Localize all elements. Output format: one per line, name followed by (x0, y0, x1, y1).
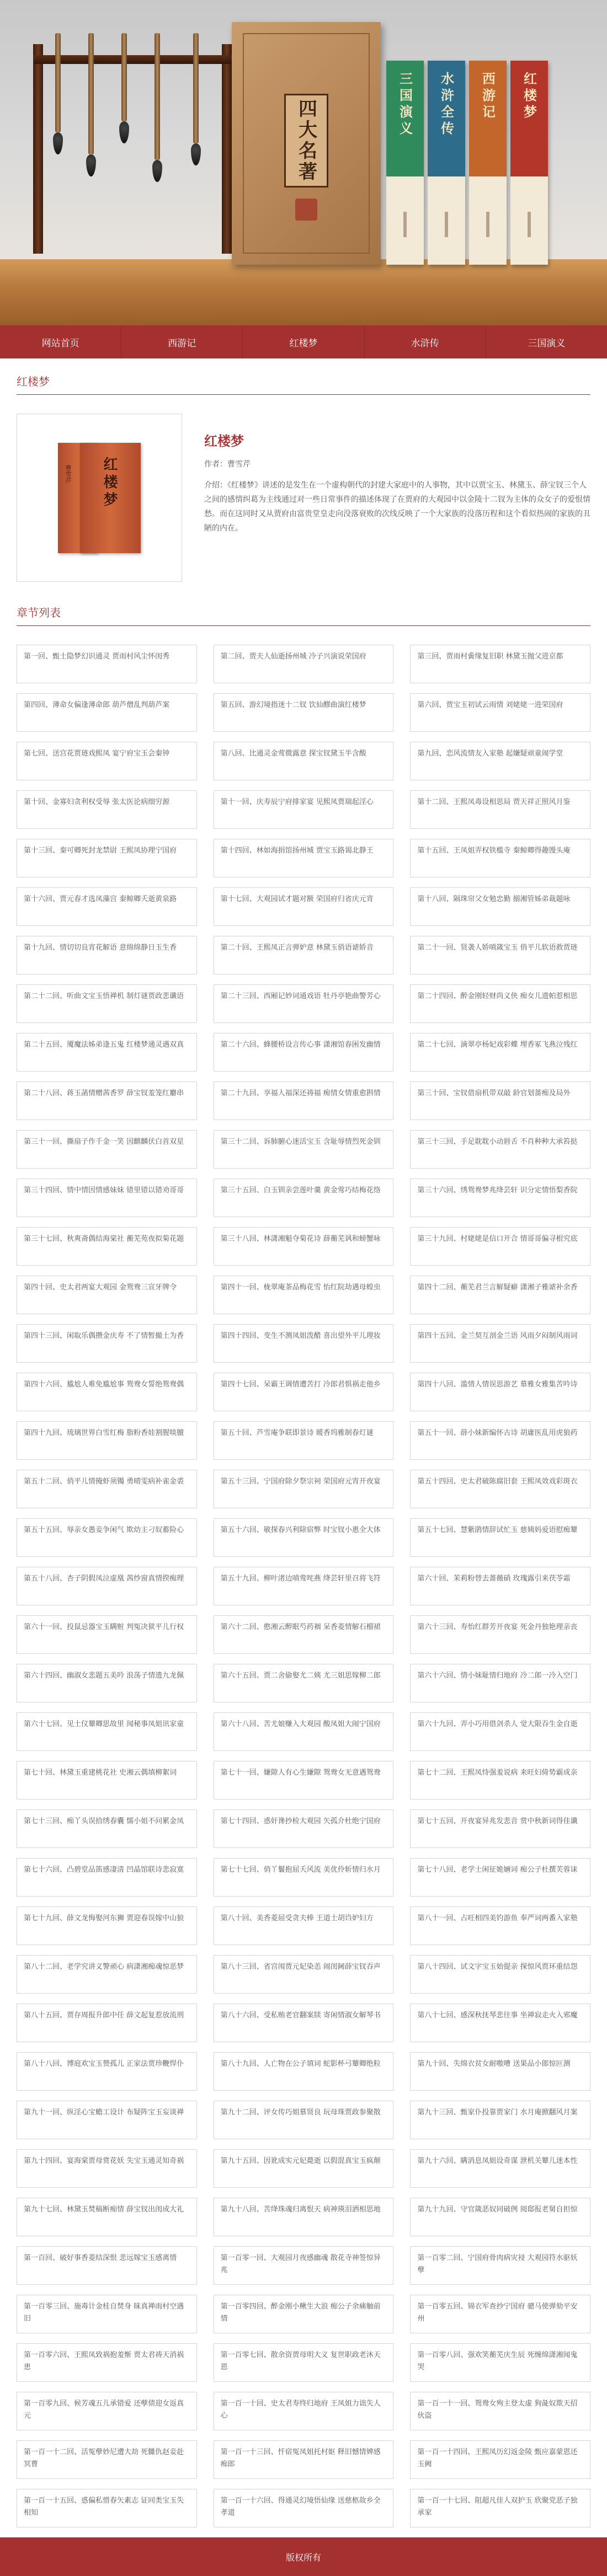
book-intro (17, 414, 590, 582)
chapter-link[interactable]: 第八十二回、老学究讲义警顽心 病潇湘痴魂惊恶梦 (17, 1955, 197, 1994)
chapter-link[interactable]: 第十三回、秦可卿死封龙禁尉 王熙凤协理宁国府 (17, 839, 197, 877)
chapter-link[interactable]: 第六十七回、见土仪颦卿思故里 闻秘事凤姐讯家童 (17, 1712, 197, 1751)
chapter-link[interactable]: 第九十二回、评女传巧姐慕贤良 玩母珠贾政参聚散 (214, 2101, 394, 2139)
chapter-link[interactable]: 第二十二回、听曲文宝玉悟禅机 制灯谜贾政悲谶语 (17, 984, 197, 1023)
chapter-link[interactable]: 第一百一十二回、活冤孽妙尼遭大劫 死雠仇赵妾赴冥曹 (17, 2440, 197, 2479)
chapter-link[interactable]: 第六十八回、苦尤娘赚入大观园 酸凤姐大闹宁国府 (214, 1712, 394, 1751)
chapter-link[interactable]: 第六十三回、寿怡红群芳开夜宴 死金丹独艳理亲丧 (410, 1615, 590, 1654)
chapter-link[interactable]: 第九回、恋风流情友入家塾 起嫌疑顽童闹学堂 (410, 742, 590, 780)
cover-image (58, 443, 141, 553)
chapter-link[interactable]: 第四十七回、呆霸王调情遭苦打 冷郎君惧祸走他乡 (214, 1373, 394, 1411)
chapter-link[interactable]: 第一百一十五回、惑偏私惜春矢素志 证同类宝玉失相知 (17, 2489, 197, 2527)
chapter-link[interactable]: 第六十一回、投鼠忌器宝玉瞒赃 判冤决狱平儿行权 (17, 1615, 197, 1654)
chapter-link[interactable]: 第五十七回、慧紫鹃情辞试忙玉 慈姨妈爱语慰痴颦 (410, 1518, 590, 1557)
chapter-link[interactable]: 第一百零九回、候芳魂五儿承错爱 还孽债迎女返真元 (17, 2392, 197, 2430)
chapter-link[interactable]: 第八十六回、受私贿老官翻案牍 寄闲情淑女解琴书 (214, 2004, 394, 2042)
nav-hongloumeng[interactable]: 红楼梦 (243, 325, 364, 358)
chapter-link[interactable]: 第七十七回、俏丫鬟抱屈夭风流 美优伶斩情归水月 (214, 1858, 394, 1897)
book-box-image (232, 22, 381, 265)
book-section-title: 红楼梦 (17, 373, 590, 395)
book-cover[interactable] (17, 414, 182, 582)
book-spine (510, 61, 548, 265)
chapter-link[interactable]: 第五十六回、敏探春兴利除宿弊 时宝钗小惠全大体 (214, 1518, 394, 1557)
cover-title: 红楼梦 (101, 456, 118, 510)
nav-sanguoyanyi[interactable]: 三国演义 (528, 338, 566, 349)
chapter-link[interactable]: 第十六回、贾元春才选凤藻宫 秦鲸卿夭逝黄泉路 (17, 887, 197, 926)
chapter-link[interactable]: 第一百一十六回、得通灵幻境悟仙缘 送慈柩故乡全孝道 (214, 2489, 394, 2527)
chapter-link[interactable]: 第十四回、林如海捐馆扬州城 贾宝玉路谒北静王 (214, 839, 394, 877)
chapter-link[interactable]: 第十五回、王凤姐弄权铁槛寺 秦鲸卿得趣馒头庵 (410, 839, 590, 877)
nav-xiyouji[interactable]: 西游记 (121, 325, 243, 358)
chapter-link[interactable]: 第四十二回、蘅芜君兰言解疑癖 潇湘子雅谑补余香 (410, 1276, 590, 1314)
chapter-link[interactable]: 第四十四回、变生不测凤姐泼醋 喜出望外平儿理妆 (214, 1324, 394, 1363)
chapter-link[interactable]: 第七十五回、开夜宴异兆发悲音 赏中秋新词得佳谶 (410, 1809, 590, 1848)
chapter-link[interactable]: 第四十九回、琉璃世界白雪红梅 脂粉香娃割腥啖膻 (17, 1421, 197, 1460)
chapter-link[interactable]: 第三十七回、秋爽斋偶结海棠社 蘅芜苑夜拟菊花题 (17, 1227, 197, 1266)
cover-author: 曹雪芹 (65, 464, 72, 483)
chapter-link[interactable]: 第一百零五回、锦衣军查抄宁国府 骢马使弹劾平安州 (410, 2295, 590, 2333)
chapter-link[interactable]: 第四十五回、金兰契互剖金兰语 风雨夕闷制风雨词 (410, 1324, 590, 1363)
chapter-link[interactable]: 第八十三回、省宫闱贾元妃染恙 闹闺阃薛宝钗吞声 (214, 1955, 394, 1994)
chapter-link[interactable]: 第七十一回、嫌隙人有心生嫌隙 鸳鸯女无意遇鸳鸯 (214, 1761, 394, 1800)
chapter-link[interactable]: 第三十四回、情中情因情感妹妹 错里错以错劝哥哥 (17, 1179, 197, 1217)
chapter-link[interactable]: 第九十一回、纵淫心宝蟾工设计 布疑阵宝玉妄谈禅 (17, 2101, 197, 2139)
chapter-link[interactable]: 第三回、贾雨村夤缘复旧职 林黛玉抛父进京都 (410, 645, 590, 683)
chapter-link[interactable]: 第五十二回、俏平儿情掩虾须镯 勇晴雯病补雀金裘 (17, 1470, 197, 1508)
main-nav (0, 325, 607, 358)
chapter-link[interactable]: 第九十八回、苦绛珠魂归离恨天 病神瑛泪洒相思地 (214, 2198, 394, 2236)
chapter-link[interactable]: 第五十一回、薛小妹新编怀古诗 胡庸医乱用虎狼药 (410, 1421, 590, 1460)
chapter-link[interactable]: 第一百一十七回、阻超凡佳人双护玉 欣聚党恶子独承家 (410, 2489, 590, 2527)
chapter-link[interactable]: 第一百零八回、强欢笑蘅芜庆生辰 死缠绵潇湘闻鬼哭 (410, 2343, 590, 2382)
chapter-link[interactable]: 第八十四回、试文字宝玉始提亲 探惊风贾环重结怨 (410, 1955, 590, 1994)
chapter-link[interactable]: 第四十三回、闲取乐偶攒金庆寿 不了情暂撮土为香 (17, 1324, 197, 1363)
chapter-link[interactable]: 第二十五回、魇魔法姊弟逢五鬼 红楼梦通灵遇双真 (17, 1033, 197, 1072)
chapter-link[interactable]: 第八十八回、博庭欢宝玉赞孤儿 正家法贾珍鞭悍仆 (17, 2052, 197, 2091)
spine-title: 红楼梦 (521, 72, 537, 121)
spine-title: 西游记 (480, 72, 496, 121)
chapter-link[interactable]: 第七回、送宫花贾琏戏熙凤 宴宁府宝玉会秦钟 (17, 742, 197, 780)
chapter-link[interactable]: 第五十回、芦雪庵争联即景诗 暖香坞雅制春灯谜 (214, 1421, 394, 1460)
chapter-link[interactable]: 第六十回、茉莉粉替去蔷薇硝 玫瑰露引来茯苓霜 (410, 1567, 590, 1605)
chapter-link[interactable]: 第九十九回、守官箴恶奴同破例 阅邸报老舅自担惊 (410, 2198, 590, 2236)
chapter-link[interactable]: 第二十一回、贤袭人娇嗔箴宝玉 俏平儿软语救贾琏 (410, 936, 590, 974)
chapter-link[interactable]: 第十八回、隔珠帘父女勉忠勤 搦湘管姊弟裁题咏 (410, 887, 590, 926)
chapter-link[interactable]: 第一百零三回、施毒计金桂自焚身 昧真禅雨村空遇旧 (17, 2295, 197, 2333)
chapter-link[interactable]: 第四十八回、滥情人情误思游艺 慕雅女雅集苦吟诗 (410, 1373, 590, 1411)
chapter-link[interactable]: 第九十五回、因讹成实元妃薨逝 以假混真宝玉疯颠 (214, 2149, 394, 2188)
seal-stamp (295, 199, 317, 221)
chapter-link[interactable]: 第六十五回、贾二舍偷娶尤二姨 尤三姐思嫁柳二郎 (214, 1664, 394, 1702)
chapter-link[interactable]: 第一回、甄士隐梦幻识通灵 贾雨村风尘怀闺秀 (17, 645, 197, 683)
chapter-link[interactable]: 第二十三回、西厢记妙词通戏语 牡丹亭艳曲警芳心 (214, 984, 394, 1023)
chapter-link[interactable]: 第一百零一回、大观园月夜感幽魂 散花寺神签惊异兆 (214, 2246, 394, 2285)
chapter-link[interactable]: 第三十八回、林潇湘魁夺菊花诗 薛蘅芜讽和螃蟹咏 (214, 1227, 394, 1266)
chapter-link[interactable]: 第五十四回、史太君破陈腐旧套 王熙凤效戏彩斑衣 (410, 1470, 590, 1508)
chapter-link[interactable]: 第十九回、情切切良宵花解语 意绵绵静日玉生香 (17, 936, 197, 974)
chapters-section-title: 章节列表 (17, 604, 590, 626)
book-spine (469, 61, 507, 265)
chapter-link[interactable]: 第七十八回、老学士闲征姽婳词 痴公子杜撰芙蓉诔 (410, 1858, 590, 1897)
chapter-link[interactable]: 第六十九回、弄小巧用借剑杀人 觉大限吞生金自逝 (410, 1712, 590, 1751)
chapter-link[interactable]: 第二十八回、蒋玉菡情赠茜香罗 薛宝钗羞笼红麝串 (17, 1081, 197, 1120)
nav-shuihuzhuan[interactable]: 水浒传 (365, 325, 486, 358)
chapter-link[interactable]: 第六十六回、情小妹耻情归地府 冷二郎一冷入空门 (410, 1664, 590, 1702)
spine-title: 水浒全传 (438, 72, 455, 138)
chapter-link[interactable]: 第三十二回、诉肺腑心迷活宝玉 含耻辱情烈死金钏 (214, 1130, 394, 1169)
chapter-link[interactable]: 第一百零七回、散余资贾母明大义 复世职政老沐天恩 (214, 2343, 394, 2382)
chapter-link[interactable]: 第三十五回、白玉钏亲尝莲叶羹 黄金莺巧结梅花络 (214, 1179, 394, 1217)
chapter-link[interactable]: 第七十回、林黛玉重建桃花社 史湘云偶填柳絮词 (17, 1761, 197, 1800)
chapter-link[interactable]: 第十一回、庆寿辰宁府排家宴 见熙凤贾瑞起淫心 (214, 790, 394, 829)
chapter-link[interactable]: 第六十四回、幽淑女悲题五美吟 浪荡子情遗九龙佩 (17, 1664, 197, 1702)
book-spine (428, 61, 465, 265)
chapter-link[interactable]: 第八十七回、感深秋抚琴悲往事 坐禅寂走火入邪魔 (410, 2004, 590, 2042)
chapter-link[interactable]: 第一百一十一回、鸳鸯女殉主登太虚 狗彘奴欺天招伙盗 (410, 2392, 590, 2430)
chapter-link[interactable]: 第一百零四回、醉金刚小鳅生大浪 痴公子余痛触前情 (214, 2295, 394, 2333)
chapter-link[interactable]: 第十七回、大观园试才题对额 荣国府归省庆元宵 (214, 887, 394, 926)
book-spine (386, 61, 424, 265)
chapter-link[interactable]: 第一百一十三回、忏宿冤凤姐托村妪 释旧憾情婢感痴郎 (214, 2440, 394, 2479)
chapter-link[interactable]: 第九十回、失绵衣贫女耐嗷嘈 送果品小郎惊叵测 (410, 2052, 590, 2091)
hero-table (0, 259, 607, 325)
box-label: 四大名著 (284, 94, 328, 188)
chapter-link[interactable]: 第八十一回、占旺相四美钓游鱼 奉严词两番入家塾 (410, 1906, 590, 1945)
book-info (182, 414, 590, 582)
chapter-link[interactable]: 第三十一回、撕扇子作千金一笑 因麒麟伏白首双星 (17, 1130, 197, 1169)
chapter-link[interactable]: 第五十八回、杏子阴假凤泣虚凰 茜纱窗真情揆痴理 (17, 1567, 197, 1605)
chapter-link[interactable]: 第一百零二回、宁国府骨肉病灾祲 大观园符水驱妖孽 (410, 2246, 590, 2285)
chapter-link[interactable]: 第六回、贾宝玉初试云雨情 刘姥姥一进荣国府 (410, 693, 590, 732)
chapter-link[interactable]: 第一百零六回、王熙凤致祸抱羞惭 贾太君祷天消祸患 (17, 2343, 197, 2382)
chapter-link[interactable]: 第三十三回、手足耽耽小动唇舌 不肖种种大承笞挞 (410, 1130, 590, 1169)
chapter-link[interactable]: 第二十四回、醉金刚轻财尚义侠 痴女儿遗帕惹相思 (410, 984, 590, 1023)
chapter-link[interactable]: 第二十七回、滴翠亭杨妃戏彩蝶 埋香冢飞燕泣残红 (410, 1033, 590, 1072)
chapter-link[interactable]: 第三十回、宝钗借扇机带双敲 龄官划蔷痴及局外 (410, 1081, 590, 1120)
book-description: 介绍：《红楼梦》讲述的是发生在一个虚构朝代的封建大家庭中的人事物，其中以贾宝玉、林黛玉、薛宝钗三个人之间的感情纠葛为主线通过对一些日常事件的描述体现了在贾府的大观园中以金陵十二钗为主体的众女子的爱恨情愁。而在这同时又从贾府由富贵堂皇走向没落衰败的次线反映了一个大家族的没落历程和这个看似热闹的家族的丑陋的内在。 (204, 481, 590, 533)
chapter-link[interactable]: 第七十三回、痴丫头误拾绣春囊 懦小姐不问累金凤 (17, 1809, 197, 1848)
chapter-link[interactable]: 第五十三回、宁国府除夕祭宗祠 荣国府元宵开夜宴 (214, 1470, 394, 1508)
chapter-link[interactable]: 第四十回、史太君两宴大观园 金鸳鸯三宣牙牌令 (17, 1276, 197, 1314)
chapter-link[interactable]: 第三十六回、绣鸳鸯梦兆绛芸轩 识分定情悟梨香院 (410, 1179, 590, 1217)
chapter-link[interactable]: 第九十三回、甄家仆投靠贾家门 水月庵掀翻风月案 (410, 2101, 590, 2139)
chapter-link[interactable]: 第八回、比通灵金莺微露意 探宝钗黛玉半含酸 (214, 742, 394, 780)
spine-title: 三国演义 (397, 72, 413, 138)
chapter-link[interactable]: 第二十回、王熙凤正言弹妒意 林黛玉俏语谑娇音 (214, 936, 394, 974)
chapter-link[interactable]: 第二十六回、蜂腰桥设言传心事 潇湘馆春困发幽情 (214, 1033, 394, 1072)
chapter-link[interactable]: 第二回、贾夫人仙逝扬州城 冷子兴演说荣国府 (214, 645, 394, 683)
chapter-link[interactable]: 第七十四回、惑奸谗抄检大观园 矢孤介杜绝宁国府 (214, 1809, 394, 1848)
hero-banner (0, 0, 607, 325)
footer: 版权所有 (0, 2537, 607, 2576)
chapter-link[interactable]: 第五十九回、柳叶渚边嗔莺咤燕 绛芸轩里召将飞符 (214, 1567, 394, 1605)
chapter-link[interactable]: 第二十九回、享福人福深还祷福 痴情女情重愈斟情 (214, 1081, 394, 1120)
chapter-link[interactable]: 第九十七回、林黛玉焚稿断痴情 薛宝钗出闺成大礼 (17, 2198, 197, 2236)
chapter-link[interactable]: 第五十五回、辱亲女愚妾争闲气 欺幼主刁奴蓄险心 (17, 1518, 197, 1557)
brush-rack-image (33, 22, 232, 204)
chapter-link[interactable]: 第九十四回、宴海棠贾母赏花妖 失宝玉通灵知奇祸 (17, 2149, 197, 2188)
chapter-link[interactable]: 第四十六回、尴尬人难免尴尬事 鸳鸯女誓绝鸳鸯偶 (17, 1373, 197, 1411)
chapter-list (17, 645, 590, 2576)
chapter-link[interactable]: 第七十二回、王熙凤恃强羞说病 来旺妇倚势霸成亲 (410, 1761, 590, 1800)
chapter-link[interactable]: 第一百回、破好事香菱结深恨 悲远嫁宝玉感离情 (17, 2246, 197, 2285)
chapter-link[interactable]: 第七十六回、凸碧堂品笛感凄清 凹晶馆联诗悲寂寞 (17, 1858, 197, 1897)
chapter-link[interactable]: 第八十回、美香菱屈受贪夫棒 王道士胡诌妒妇方 (214, 1906, 394, 1945)
chapter-link[interactable]: 第七十九回、薛文龙悔娶河东狮 贾迎春误嫁中山狼 (17, 1906, 197, 1945)
book-author: 作者：曹雪芹 (204, 460, 251, 469)
chapter-link[interactable]: 第六十二回、憨湘云醉眠芍药裀 呆香菱情解石榴裙 (214, 1615, 394, 1654)
chapter-link[interactable]: 第五回、游幻境指迷十二钗 饮仙醪曲演红楼梦 (214, 693, 394, 732)
chapter-link[interactable]: 第四回、薄命女偏逢薄命郎 葫芦僧乱判葫芦案 (17, 693, 197, 732)
nav-home[interactable]: 网站首页 (0, 325, 121, 358)
chapter-link[interactable]: 第一百一十四回、王熙凤历幻返金陵 甄应嘉蒙恩还玉阙 (410, 2440, 590, 2479)
book-name: 红楼梦 (204, 433, 244, 449)
chapter-link[interactable]: 第八十九回、人亡物在公子填词 蛇影杯弓颦卿绝粒 (214, 2052, 394, 2091)
chapter-link[interactable]: 第八十五回、贾存周报升郎中任 薛文起复惹放流刑 (17, 2004, 197, 2042)
chapter-link[interactable]: 第四十一回、栊翠庵茶品梅花雪 怡红院劫遇母蝗虫 (214, 1276, 394, 1314)
chapter-link[interactable]: 第一百一十回、史太君寿终归地府 王凤姐力诎失人心 (214, 2392, 394, 2430)
chapter-link[interactable]: 第九十六回、瞒消息凤姐设奇谋 泄机关颦儿迷本性 (410, 2149, 590, 2188)
chapter-link[interactable]: 第十回、金寡妇贪利权受辱 张太医论病细穷源 (17, 790, 197, 829)
chapter-link[interactable]: 第三十九回、村姥姥是信口开合 情哥哥偏寻根究底 (410, 1227, 590, 1266)
chapter-link[interactable]: 第十二回、王熙凤毒设相思局 贾天祥正照风月鉴 (410, 790, 590, 829)
